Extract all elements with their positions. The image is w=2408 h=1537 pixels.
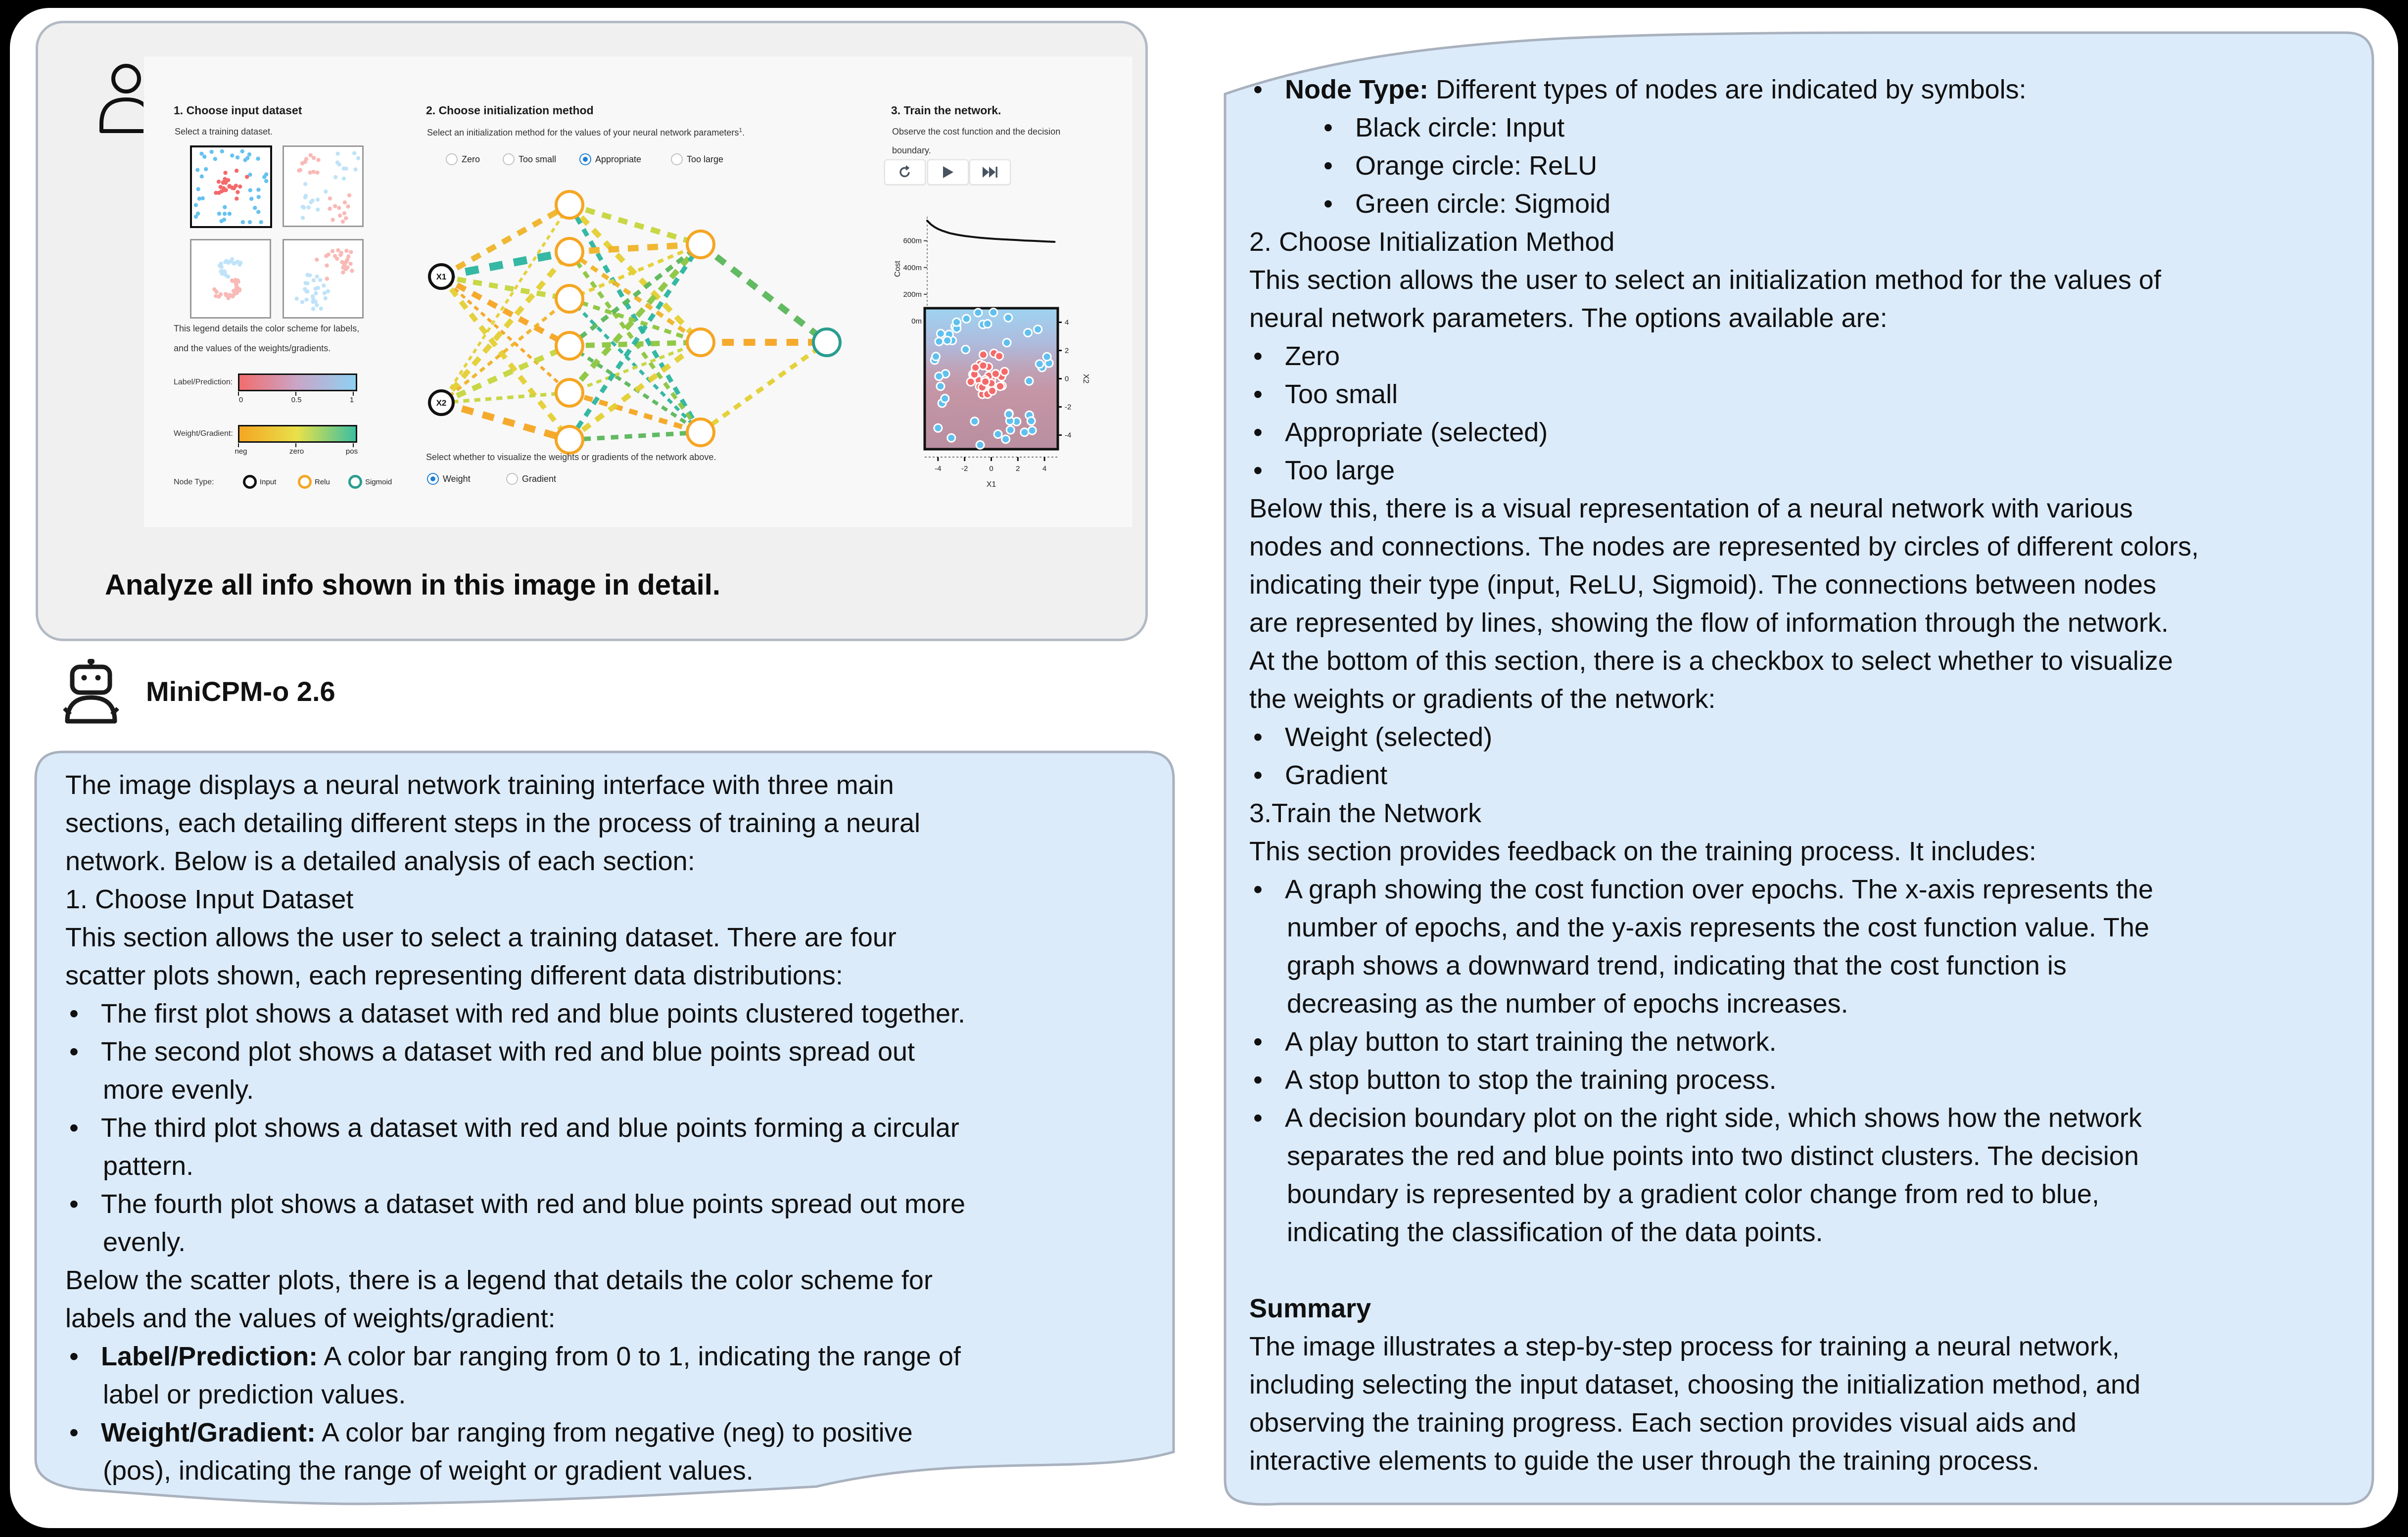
response-line xyxy=(69,1341,961,1372)
bullet-marker: • xyxy=(1323,151,1333,181)
text: Orange circle: ReLU xyxy=(1355,151,1598,181)
text: indicating their type (input, ReLU, Sigmoid). The connections between nodes xyxy=(1249,570,2157,600)
colorbar-tick-label: 0 xyxy=(238,396,243,404)
viz-select-text: Select whether to visualize the weights or gradients of the network above. xyxy=(426,452,716,462)
subtext-part: Select an initialization method for the values of your neural network parameters xyxy=(427,128,739,138)
text: The first plot shows a dataset with red and blue points clustered together. xyxy=(101,999,966,1028)
text: separates the red and blue points into two distinct clusters. The decision xyxy=(1287,1141,2139,1171)
text: 2. Choose Initialization Method xyxy=(1249,227,1615,257)
response-line xyxy=(69,1189,965,1219)
text: pattern. xyxy=(103,1151,194,1181)
response-line xyxy=(1249,265,2161,295)
y-tick-label: 0 xyxy=(1065,374,1069,383)
response-line xyxy=(1249,569,2156,600)
section3-subtext-line1: Observe the cost function and the decision xyxy=(892,127,1061,137)
bullet-marker: • xyxy=(1253,75,1263,104)
node-type-item-label: Input xyxy=(260,478,277,486)
response-line xyxy=(1249,646,2173,676)
y-tick-label: 400m xyxy=(903,263,922,272)
x-tick-label: 2 xyxy=(1016,465,1020,473)
input-node-label: X2 xyxy=(436,398,447,408)
colorbar-tick-label: pos xyxy=(345,447,358,456)
radio-label: Appropriate xyxy=(595,154,642,164)
bullet-marker: • xyxy=(1323,189,1333,219)
y-tick-label: 600m xyxy=(903,236,922,245)
response-line xyxy=(1287,1179,2099,1210)
text: more evenly. xyxy=(103,1075,254,1105)
x-axis-title: X1 xyxy=(986,480,996,489)
bullet-marker: • xyxy=(1253,1065,1263,1095)
text: scatter plots shown, each representing different data distributions: xyxy=(65,961,843,990)
colorbar-tick-label: 0.5 xyxy=(291,396,302,404)
text: The third plot shows a dataset with red and blue points forming a circular xyxy=(101,1113,959,1143)
text: This section allows the user to select a training dataset. There are four xyxy=(65,923,897,952)
y-tick-label: -2 xyxy=(1065,403,1072,412)
node-type-item-label: Relu xyxy=(315,478,330,486)
bullet-marker: • xyxy=(1253,1027,1263,1057)
bullet-marker: • xyxy=(1253,722,1263,752)
text: The second plot shows a dataset with red and blue points spread out xyxy=(101,1037,915,1067)
response-line xyxy=(65,846,695,877)
text: sections, each detailing different steps in the process of training a neural xyxy=(65,808,921,838)
text: A color bar ranging from 0 to 1, indicating the range of xyxy=(318,1342,961,1371)
bullet-marker: • xyxy=(1253,379,1263,409)
x-tick-label: 0 xyxy=(989,465,993,473)
text: Too large xyxy=(1285,456,1395,485)
text: The image illustrates a step-by-step process for training a neural network, xyxy=(1249,1332,2120,1361)
text: Below this, there is a visual representation of a neural network with various xyxy=(1249,494,2133,523)
text: Black circle: Input xyxy=(1355,113,1565,142)
response-line xyxy=(65,960,843,991)
text: This section allows the user to select an initialization method for the values of xyxy=(1249,265,2161,295)
section3-heading: 3. Train the network. xyxy=(891,104,1001,117)
response-line xyxy=(69,1113,959,1143)
colorbar-tick-label: neg xyxy=(235,447,247,456)
bullet-marker: • xyxy=(1253,456,1263,485)
bullet-marker: • xyxy=(1323,113,1333,142)
bullet-marker: • xyxy=(1253,875,1263,904)
text: label or prediction values. xyxy=(103,1380,406,1409)
y-tick-label: -4 xyxy=(1065,431,1072,440)
text: Weight (selected) xyxy=(1285,722,1493,752)
radio-label: Too large xyxy=(687,154,724,164)
text: indicating the classification of the data points. xyxy=(1287,1217,1823,1247)
text: network. Below is a detailed analysis of each section: xyxy=(65,846,695,876)
response-line xyxy=(103,1227,186,1258)
colorbar-tick-label: 1 xyxy=(349,396,354,404)
response-line xyxy=(1253,760,1387,791)
text: number of epochs, and the y-axis represents the cost function value. The xyxy=(1287,913,2150,942)
section1-subtext: Select a training dataset. xyxy=(175,127,273,137)
text: graph shows a downward trend, indicating that the cost function is xyxy=(1287,951,2067,980)
response-line xyxy=(1253,1065,1777,1095)
response-line xyxy=(1253,455,1395,486)
bullet-marker: • xyxy=(69,1342,79,1371)
response-line xyxy=(69,998,965,1029)
bold-text: Node Type: xyxy=(1285,75,1429,104)
text: Zero xyxy=(1285,341,1340,371)
response-line xyxy=(103,1455,754,1486)
response-line xyxy=(1253,1103,2142,1133)
response-cards-shapes xyxy=(10,8,2398,1528)
section2-heading: 2. Choose initialization method xyxy=(426,104,594,117)
response-line xyxy=(1323,150,1597,181)
response-line xyxy=(65,1265,933,1296)
response-line xyxy=(1253,74,2027,105)
response-line xyxy=(1323,112,1564,143)
response-line xyxy=(1253,417,1548,448)
y-tick-label: 2 xyxy=(1065,346,1069,355)
user-prompt-text: Analyze all info shown in this image in detail. xyxy=(105,569,720,601)
x-tick-label: -4 xyxy=(935,465,942,473)
response-line xyxy=(1249,836,2036,867)
text: including selecting the input dataset, choosing the initialization method, and xyxy=(1249,1370,2141,1399)
bullet-marker: • xyxy=(69,999,79,1028)
section1-heading: 1. Choose input dataset xyxy=(174,104,302,117)
footnote-superscript: 1 xyxy=(739,127,743,134)
text: the weights or gradients of the network: xyxy=(1249,684,1716,714)
model-name: MiniCPM-o 2.6 xyxy=(146,675,335,707)
response-line xyxy=(1249,607,2169,638)
response-line xyxy=(1287,1141,2139,1171)
response-line xyxy=(69,1417,913,1448)
text: interactive elements to guide the user through the training process. xyxy=(1249,1446,2039,1476)
radio-label: Too small xyxy=(519,154,557,164)
text: A decision boundary plot on the right side, which shows how the network xyxy=(1285,1103,2142,1133)
text: This section provides feedback on the training process. It includes: xyxy=(1249,837,2036,866)
text: neural network parameters. The options available are: xyxy=(1249,303,1888,333)
response-line xyxy=(1249,1331,2120,1362)
input-node-label: X1 xyxy=(436,272,447,281)
legend-text-line1: This legend details the color scheme for labels, xyxy=(174,324,360,333)
bullet-marker: • xyxy=(1253,760,1263,790)
text: Too small xyxy=(1285,379,1398,409)
response-line xyxy=(1249,1369,2140,1400)
response-line xyxy=(1249,493,2133,524)
text: Different types of nodes are indicated by symbols: xyxy=(1428,75,2027,104)
bullet-marker: • xyxy=(1253,418,1263,447)
response-line xyxy=(1249,1445,2039,1476)
response-line xyxy=(1253,1026,1777,1057)
text: decreasing as the number of epochs increases. xyxy=(1287,989,1848,1019)
response-line xyxy=(1253,722,1492,752)
text: Gradient xyxy=(1285,760,1388,790)
bullet-marker: • xyxy=(69,1418,79,1447)
radio-label: Gradient xyxy=(522,473,557,484)
radio-label: Weight xyxy=(443,473,471,484)
text: A play button to start training the network. xyxy=(1285,1027,1777,1057)
response-line xyxy=(1287,1217,1823,1248)
text: At the bottom of this section, there is a checkbox to select whether to visualize xyxy=(1249,646,2173,676)
response-line xyxy=(1249,1407,2077,1438)
text: A graph showing the cost function over epochs. The x-axis represents the xyxy=(1285,875,2153,904)
response-line xyxy=(1249,798,1481,829)
response-line xyxy=(1249,303,1888,333)
response-line xyxy=(65,1303,556,1334)
text: 3.Train the Network xyxy=(1249,798,1482,828)
response-line xyxy=(1249,227,1614,257)
bullet-marker: • xyxy=(1253,341,1263,371)
x-tick-label: -2 xyxy=(961,465,968,473)
node-type-label: Node Type: xyxy=(174,478,214,486)
bullet-marker: • xyxy=(1253,1103,1263,1133)
text: observing the training progress. Each section provides visual aids and xyxy=(1249,1408,2077,1438)
response-line xyxy=(103,1379,406,1410)
bullet-marker: • xyxy=(69,1037,79,1067)
y-axis-title: X2 xyxy=(1082,373,1090,384)
radio-label: Zero xyxy=(462,154,480,164)
response-line xyxy=(65,884,353,915)
y-axis-title: Cost xyxy=(894,261,902,277)
response-line xyxy=(1249,684,1716,714)
response-line xyxy=(1323,188,1610,219)
response-line xyxy=(65,770,894,800)
bold-text: Label/Prediction: xyxy=(101,1342,318,1371)
bullet-marker: • xyxy=(69,1189,79,1219)
text: Below the scatter plots, there is a legend that details the color scheme for xyxy=(65,1265,933,1295)
response-line xyxy=(1287,950,2067,981)
node-type-item-label: Sigmoid xyxy=(365,478,392,486)
response-line xyxy=(1287,912,2149,943)
text: A color bar ranging from negative (neg) to positive xyxy=(316,1418,913,1447)
text: nodes and connections. The nodes are represented by circles of different colors, xyxy=(1249,532,2199,561)
y-tick-label: 4 xyxy=(1065,318,1069,327)
response-line xyxy=(65,808,920,838)
response-line xyxy=(69,1036,915,1067)
response-line xyxy=(1287,988,1848,1019)
text: Green circle: Sigmoid xyxy=(1355,189,1611,219)
response-line xyxy=(1249,1293,1371,1324)
x-tick-label: 4 xyxy=(1042,465,1047,473)
response-line xyxy=(65,922,897,953)
text: labels and the values of weights/gradient: xyxy=(65,1304,556,1333)
subtext-part: . xyxy=(742,128,745,138)
text: Appropriate (selected) xyxy=(1285,418,1548,447)
response-line xyxy=(1249,531,2199,562)
legend-text-line2: and the values of the weights/gradients. xyxy=(174,343,331,353)
section3-subtext-line2: boundary. xyxy=(892,145,931,155)
label-prediction-label: Label/Prediction: xyxy=(174,378,233,386)
response-line xyxy=(1253,874,2153,905)
y-tick-label: 0m xyxy=(911,317,922,326)
text: A stop button to stop the training process. xyxy=(1285,1065,1777,1095)
text: are represented by lines, showing the flow of information through the network. xyxy=(1249,608,2169,638)
response-line xyxy=(1253,341,1340,372)
response-line xyxy=(103,1151,193,1181)
text: The image displays a neural network training interface with three main xyxy=(65,770,894,800)
page-background xyxy=(10,8,2398,1528)
bold-text: Summary xyxy=(1249,1294,1371,1323)
response-line xyxy=(1253,379,1398,410)
weight-gradient-label: Weight/Gradient: xyxy=(174,429,233,438)
text: The fourth plot shows a dataset with red and blue points spread out more xyxy=(101,1189,966,1219)
y-tick-label: 200m xyxy=(903,290,922,299)
bullet-marker: • xyxy=(69,1113,79,1143)
text: boundary is represented by a gradient color change from red to blue, xyxy=(1287,1179,2099,1209)
text: (pos), indicating the range of weight or gradient values. xyxy=(103,1456,754,1486)
bold-text: Weight/Gradient: xyxy=(101,1418,316,1447)
response-line xyxy=(103,1074,254,1105)
text: 1. Choose Input Dataset xyxy=(65,885,354,914)
colorbar-tick-label: zero xyxy=(289,447,304,456)
text: evenly. xyxy=(103,1227,186,1257)
